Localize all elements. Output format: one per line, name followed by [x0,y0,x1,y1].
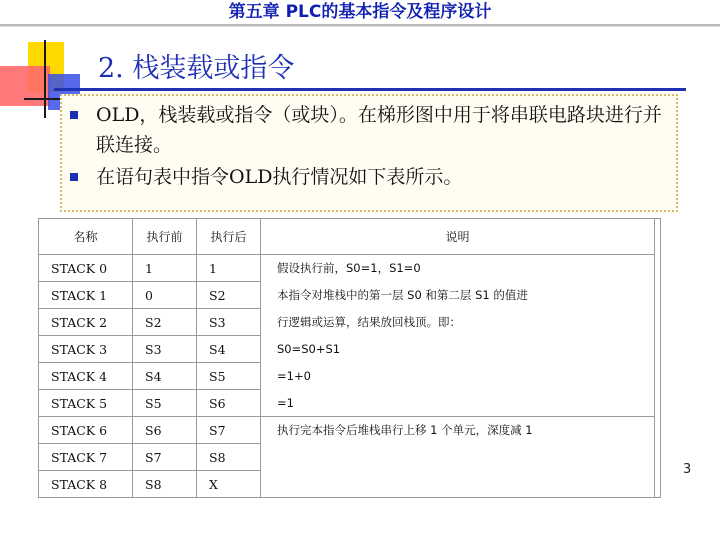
cell-before: 0 [133,282,197,309]
header-before: 执行前 [133,219,197,255]
cell-after: 1 [197,255,261,282]
cell-before: S3 [133,336,197,363]
cell-before: 1 [133,255,197,282]
cell-description: 假设执行前，S0=1，S1=0 [261,255,655,282]
table-row [39,390,655,417]
cell-description: =1 [261,390,655,417]
cell-before: S2 [133,309,197,336]
cell-name: STACK 7 [39,444,133,471]
square-bullet-icon [70,173,78,181]
cell-description [261,444,655,471]
cell-name: STACK 6 [39,417,133,444]
cell-description [261,471,655,498]
cell-before: S5 [133,390,197,417]
table-row [39,471,655,498]
bullet-text: 在语句表中指令OLD执行情况如下表所示。 [96,166,463,188]
cell-name: STACK 0 [39,255,133,282]
table-row [39,309,655,336]
cell-after: S3 [197,309,261,336]
table-row [39,255,655,282]
table-row [39,417,655,444]
bullet-item [70,100,670,160]
cell-description: 本指令对堆栈中的第一层 S0 和第二层 S1 的值进 [261,282,655,309]
cell-name: STACK 8 [39,471,133,498]
title-underline [54,88,686,91]
square-bullet-icon [70,111,78,119]
cell-after: S6 [197,390,261,417]
cell-name: STACK 3 [39,336,133,363]
cell-before: S6 [133,417,197,444]
cell-name: STACK 4 [39,363,133,390]
decorative-square-red [0,66,50,106]
table-row [39,282,655,309]
header-after: 执行后 [197,219,261,255]
cell-description: S0=S0+S1 [261,336,655,363]
cell-after: S4 [197,336,261,363]
cell-name: STACK 2 [39,309,133,336]
table-row [39,336,655,363]
bullet-text: OLD，栈装载或指令（或块）。在梯形图中用于将串联电路块进行并联连接。 [96,104,662,156]
header-name: 名称 [39,219,133,255]
cell-name: STACK 5 [39,390,133,417]
table-header-row [39,219,655,255]
header-description: 说明 [261,219,655,255]
table-row [39,363,655,390]
page-number: 3 [683,462,692,477]
cell-after: S5 [197,363,261,390]
stack-table [38,218,655,498]
cell-description: 执行完本指令后堆栈串行上移 1 个单元，深度减 1 [261,417,655,444]
cell-before: S4 [133,363,197,390]
chapter-title: 第五章 PLC的基本指令及程序设计 [228,2,492,22]
bullet-item [70,162,670,192]
slide-title: 2. 栈装载或指令 [98,53,295,84]
cell-description: =1+0 [261,363,655,390]
cell-after: S2 [197,282,261,309]
cell-before: S7 [133,444,197,471]
table-row [39,444,655,471]
cell-after: X [197,471,261,498]
cell-after: S8 [197,444,261,471]
cell-before: S8 [133,471,197,498]
decorative-vertical-line [44,40,46,118]
cell-description: 行逻辑或运算，结果放回栈顶。即： [261,309,655,336]
cell-after: S7 [197,417,261,444]
cell-name: STACK 1 [39,282,133,309]
